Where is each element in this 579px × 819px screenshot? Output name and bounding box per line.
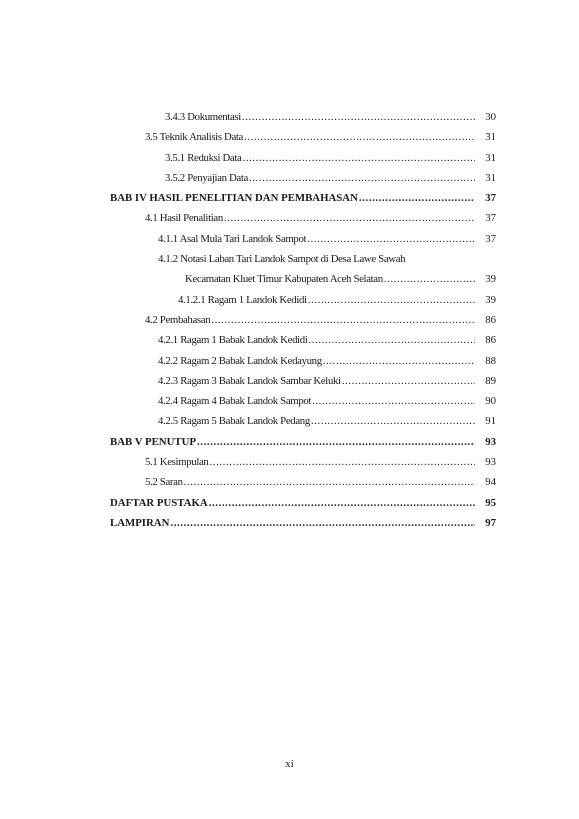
toc-leader xyxy=(308,290,475,310)
toc-page: 39 xyxy=(485,273,496,286)
toc-entry xyxy=(110,148,496,168)
toc-label: 5.2 Saran xyxy=(145,476,183,489)
toc-entry xyxy=(110,127,496,147)
toc-label: BAB IV HASIL PENELITIAN DAN PEMBAHASAN xyxy=(110,192,358,205)
toc-chapter-entry xyxy=(110,188,496,208)
toc-leader xyxy=(209,452,475,472)
toc-leader xyxy=(342,371,475,391)
toc-leader xyxy=(242,148,475,168)
toc-page: 37 xyxy=(485,212,496,225)
page-number: xi xyxy=(285,758,294,770)
toc-entry-first-line xyxy=(110,249,496,269)
toc-page: 93 xyxy=(485,435,496,448)
toc-page: 39 xyxy=(485,293,496,306)
toc-leader xyxy=(244,127,475,147)
toc-label: DAFTAR PUSTAKA xyxy=(110,496,208,509)
toc-chapter-entry xyxy=(110,493,496,513)
toc-leader xyxy=(249,168,475,188)
toc-label: 4.2.1 Ragam 1 Babak Landok Kedidi xyxy=(158,334,308,347)
toc-entry xyxy=(110,310,496,330)
toc-entry-continuation xyxy=(110,269,496,289)
toc-leader xyxy=(184,472,475,492)
toc-page: 31 xyxy=(485,131,496,144)
toc-page: 37 xyxy=(485,192,496,205)
toc-label: 4.1.2.1 Ragam 1 Landok Kedidi xyxy=(178,293,307,306)
toc-label: 3.4.3 Dokumentasi xyxy=(165,111,241,123)
toc-leader xyxy=(323,351,475,371)
toc-page: 91 xyxy=(485,415,496,428)
toc-entry xyxy=(110,391,496,411)
toc-page: 37 xyxy=(485,232,496,245)
toc-label: 3.5.2 Penyajian Data xyxy=(165,171,248,184)
toc-label: 4.1.1 Asal Mula Tari Landok Sampot xyxy=(158,232,307,245)
toc-page: 88 xyxy=(485,354,496,367)
toc-entry xyxy=(110,351,496,371)
toc-page: 31 xyxy=(485,151,496,164)
toc-leader xyxy=(209,493,475,513)
toc-label: 5.1 Kesimpulan xyxy=(145,456,209,469)
toc-page: 93 xyxy=(485,456,496,469)
toc-label: 3.5 Teknik Analisis Data xyxy=(145,131,244,144)
toc-label: 4.2.3 Ragam 3 Babak Landok Sambar Keluki xyxy=(158,374,341,387)
toc-leader xyxy=(308,330,475,350)
toc-leader xyxy=(211,310,475,330)
toc-label: BAB V PENUTUP xyxy=(110,435,196,448)
toc-page: 90 xyxy=(485,395,496,408)
toc-label: 4.2.5 Ragam 5 Babak Landok Pedang xyxy=(158,415,310,428)
toc-page: 31 xyxy=(485,171,496,184)
toc-entry xyxy=(110,472,496,492)
toc-entry xyxy=(110,168,496,188)
toc-label: 4.2 Pembahasan xyxy=(145,313,211,326)
toc-leader xyxy=(312,391,475,411)
toc-entry xyxy=(110,452,496,472)
toc-leader xyxy=(224,208,475,228)
toc-entry xyxy=(110,371,496,391)
toc-label: 4.2.4 Ragam 4 Babak Landok Sampot xyxy=(158,395,312,408)
toc-page: 86 xyxy=(485,334,496,347)
toc-label: 4.1 Hasil Penalitian xyxy=(145,212,223,225)
toc-leader xyxy=(242,107,475,127)
toc-page: 94 xyxy=(485,476,496,489)
toc-page: 97 xyxy=(485,516,496,529)
toc-entry xyxy=(110,411,496,431)
table-of-contents xyxy=(110,107,496,533)
toc-leader xyxy=(170,513,475,533)
toc-leader xyxy=(384,269,475,289)
toc-label-continued: Kecamatan Kluet Timur Kabupaten Aceh Selatan xyxy=(185,273,383,286)
toc-entry xyxy=(110,107,496,127)
toc-entry xyxy=(110,330,496,350)
toc-entry xyxy=(110,208,496,228)
toc-page: 89 xyxy=(485,374,496,387)
toc-leader xyxy=(307,229,475,249)
toc-label: LAMPIRAN xyxy=(110,516,170,529)
toc-leader xyxy=(197,432,475,452)
toc-label: 4.1.2 Notasi Laban Tari Landok Sampot di Desa Lawe Sawah xyxy=(158,253,406,266)
toc-entry xyxy=(110,229,496,249)
toc-page: 86 xyxy=(485,313,496,326)
toc-entry xyxy=(110,290,496,310)
toc-chapter-entry xyxy=(110,513,496,533)
toc-leader xyxy=(359,188,475,208)
toc-leader xyxy=(311,411,475,431)
toc-page: 30 xyxy=(485,111,496,123)
toc-chapter-entry xyxy=(110,432,496,452)
toc-label: 4.2.2 Ragam 2 Babak Landok Kedayung xyxy=(158,354,322,367)
toc-page: 95 xyxy=(485,496,496,509)
toc-label: 3.5.1 Reduksi Data xyxy=(165,151,242,164)
